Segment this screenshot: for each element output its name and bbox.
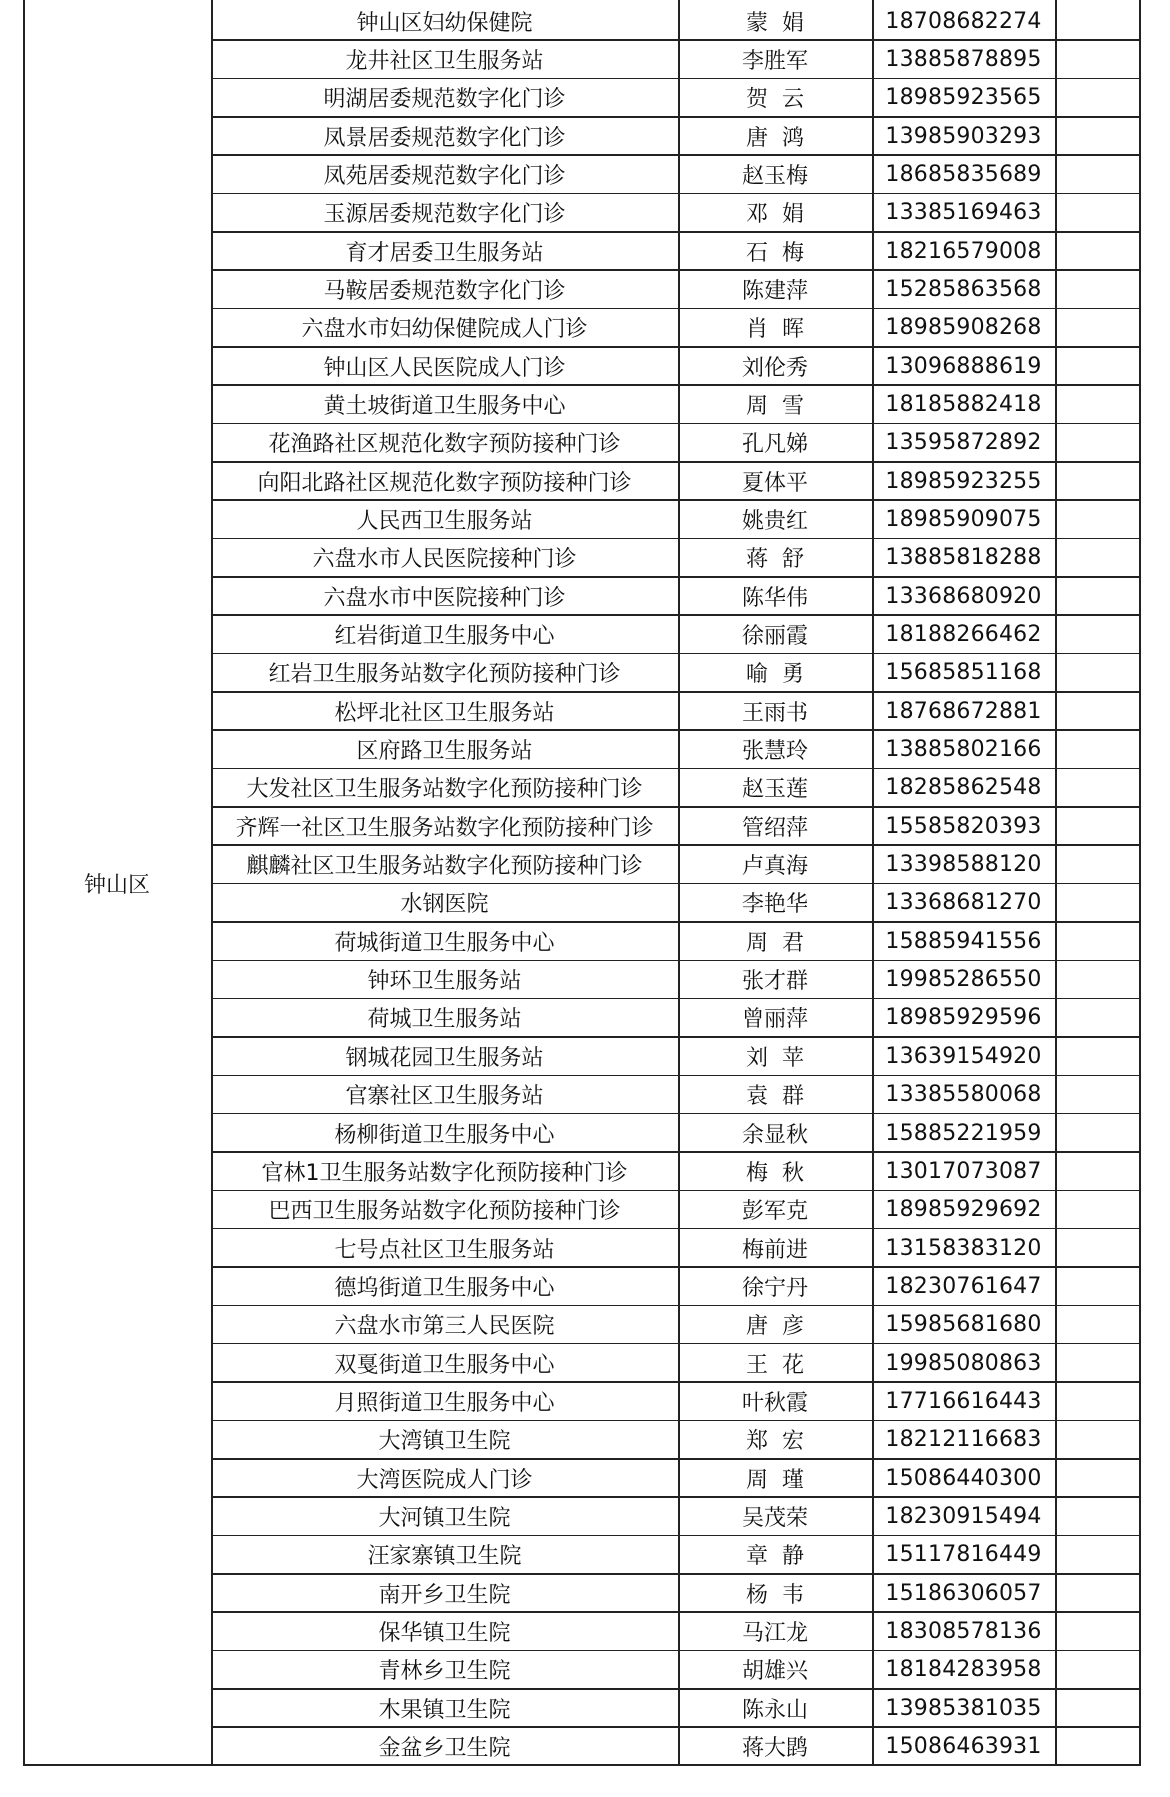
contact-person-cell: 赵玉莲 — [741, 777, 808, 803]
table-row — [211, 692, 1141, 730]
contact-person-cell: 吴茂荣 — [741, 1505, 808, 1531]
empty-cell — [1055, 1689, 1141, 1727]
phone-number-cell: 15885221959 — [885, 1120, 1042, 1146]
table-row — [211, 232, 1141, 270]
facility-name-cell: 钟环卫生服务站 — [367, 969, 522, 995]
facility-name-cell: 红岩街道卫生服务中心 — [334, 624, 555, 650]
empty-cell — [1055, 615, 1141, 653]
row-divider — [211, 384, 1141, 386]
table-row — [211, 654, 1141, 692]
contact-person-cell: 陈永山 — [741, 1697, 808, 1723]
contact-person-cell: 喻 勇 — [746, 662, 804, 688]
empty-cell — [1055, 79, 1141, 117]
empty-cell — [1055, 40, 1141, 78]
phone-number-cell: 18230915494 — [885, 1503, 1042, 1529]
phone-number-cell: 18985929692 — [885, 1197, 1042, 1223]
row-divider — [211, 1190, 1141, 1192]
phone-number-cell: 17716616443 — [885, 1388, 1042, 1414]
phone-number-cell: 15117816449 — [885, 1542, 1042, 1568]
contact-person-cell: 蒋 舒 — [746, 547, 804, 573]
table-row — [211, 577, 1141, 615]
contact-person-cell: 卢真海 — [741, 854, 808, 880]
row-divider — [211, 1726, 1141, 1728]
row-divider — [211, 1228, 1141, 1230]
row-divider — [211, 806, 1141, 808]
phone-number-cell: 18185882418 — [885, 392, 1042, 418]
table-row — [211, 1114, 1141, 1152]
table-row — [211, 40, 1141, 78]
facility-name-cell: 凤景居委规范数字化门诊 — [323, 125, 566, 151]
contact-person-cell: 郑 宏 — [746, 1429, 804, 1455]
facility-name-cell: 龙井社区卫生服务站 — [345, 48, 544, 74]
table-row — [211, 385, 1141, 423]
empty-cell — [1055, 577, 1141, 615]
empty-cell — [1055, 1382, 1141, 1420]
contact-person-cell: 唐 鸿 — [746, 125, 804, 151]
table-row — [211, 1306, 1141, 1344]
table-row — [211, 884, 1141, 922]
contact-person-cell: 袁 群 — [746, 1084, 804, 1110]
facility-name-cell: 七号点社区卫生服务站 — [334, 1237, 555, 1263]
empty-cell — [1055, 424, 1141, 462]
phone-number-cell: 13885818288 — [885, 545, 1042, 571]
phone-number-cell: 18985908268 — [885, 315, 1042, 341]
empty-cell — [1055, 500, 1141, 538]
facility-name-cell: 巴西卫生服务站数字化预防接种门诊 — [268, 1199, 621, 1225]
table-row — [211, 347, 1141, 385]
facility-name-cell: 保华镇卫生院 — [378, 1620, 511, 1646]
facility-name-cell: 麒麟社区卫生服务站数字化预防接种门诊 — [246, 854, 643, 880]
empty-cell — [1055, 385, 1141, 423]
contact-person-cell: 邓 娟 — [746, 202, 804, 228]
contact-person-cell: 周 瑾 — [746, 1467, 804, 1493]
phone-number-cell: 18768672881 — [885, 698, 1042, 724]
facility-name-cell: 松坪北社区卫生服务站 — [334, 700, 555, 726]
table-row — [211, 539, 1141, 577]
contact-person-cell: 姚贵红 — [741, 509, 808, 535]
table-row — [211, 807, 1141, 845]
empty-cell — [1055, 2, 1141, 40]
phone-number-cell: 18985923565 — [885, 85, 1042, 111]
facility-name-cell: 育才居委卫生服务站 — [345, 240, 544, 266]
contact-person-cell: 赵玉梅 — [741, 164, 808, 190]
contact-person-cell: 陈建萍 — [741, 279, 808, 305]
empty-cell — [1055, 1651, 1141, 1689]
empty-cell — [1055, 1037, 1141, 1075]
phone-number-cell: 18216579008 — [885, 238, 1042, 264]
row-divider — [211, 1573, 1141, 1575]
empty-cell — [1055, 654, 1141, 692]
phone-number-cell: 18212116683 — [885, 1427, 1042, 1453]
contact-person-cell: 章 静 — [746, 1544, 804, 1570]
empty-cell — [1055, 1229, 1141, 1267]
table-row — [211, 117, 1141, 155]
contact-person-cell: 蒋大鹍 — [741, 1735, 808, 1761]
contact-person-cell: 蒙 娟 — [746, 10, 804, 36]
row-divider — [211, 1343, 1141, 1345]
empty-cell — [1055, 1076, 1141, 1114]
phone-number-cell: 18308578136 — [885, 1618, 1042, 1644]
column-divider — [1139, 0, 1141, 1766]
phone-number-cell: 13398588120 — [885, 852, 1042, 878]
phone-number-cell: 18188266462 — [885, 622, 1042, 648]
phone-number-cell: 18985929596 — [885, 1005, 1042, 1031]
empty-cell — [1055, 232, 1141, 270]
row-divider — [211, 1420, 1141, 1422]
contact-person-cell: 陈华伟 — [741, 585, 808, 611]
phone-number-cell: 13985381035 — [885, 1695, 1042, 1721]
row-divider — [211, 346, 1141, 348]
empty-cell — [1055, 884, 1141, 922]
empty-cell — [1055, 922, 1141, 960]
contact-person-cell: 杨 韦 — [746, 1582, 804, 1608]
phone-number-cell: 13368680920 — [885, 583, 1042, 609]
table-row — [211, 1459, 1141, 1497]
contact-person-cell: 夏体平 — [741, 470, 808, 496]
row-divider — [211, 1266, 1141, 1268]
facility-name-cell: 官寨社区卫生服务站 — [345, 1084, 544, 1110]
facility-name-cell: 人民西卫生服务站 — [356, 509, 533, 535]
row-divider — [211, 423, 1141, 425]
table-row — [211, 155, 1141, 193]
row-divider — [211, 461, 1141, 463]
column-divider — [872, 0, 874, 1766]
phone-number-cell: 13158383120 — [885, 1235, 1042, 1261]
facility-name-cell: 汪家寨镇卫生院 — [367, 1544, 522, 1570]
phone-number-cell: 13368681270 — [885, 890, 1042, 916]
empty-cell — [1055, 1612, 1141, 1650]
phone-number-cell: 13985903293 — [885, 123, 1042, 149]
facility-name-cell: 凤苑居委规范数字化门诊 — [323, 164, 566, 190]
contact-person-cell: 王雨书 — [741, 700, 808, 726]
row-divider — [211, 1151, 1141, 1153]
row-divider — [211, 1611, 1141, 1613]
facility-name-cell: 六盘水市人民医院接种门诊 — [312, 547, 577, 573]
empty-cell — [1055, 1574, 1141, 1612]
table-row — [211, 961, 1141, 999]
contact-table — [23, 0, 1141, 1766]
contact-person-cell: 孔凡娣 — [741, 432, 808, 458]
row-divider — [211, 1650, 1141, 1652]
empty-cell — [1055, 462, 1141, 500]
facility-name-cell: 青林乡卫生院 — [378, 1659, 511, 1685]
table-row — [211, 1651, 1141, 1689]
facility-name-cell: 木果镇卫生院 — [378, 1697, 511, 1723]
empty-cell — [1055, 117, 1141, 155]
facility-name-cell: 杨柳街道卫生服务中心 — [334, 1122, 555, 1148]
table-row — [211, 1382, 1141, 1420]
table-row — [211, 194, 1141, 232]
facility-name-cell: 钟山区人民医院成人门诊 — [323, 355, 566, 381]
table-row — [211, 270, 1141, 308]
contact-person-cell: 梅 秋 — [746, 1160, 804, 1186]
row-divider — [211, 1458, 1141, 1460]
empty-cell — [1055, 999, 1141, 1037]
contact-person-cell: 彭军克 — [741, 1199, 808, 1225]
row-divider — [211, 576, 1141, 578]
row-divider — [211, 39, 1141, 41]
empty-cell — [1055, 1727, 1141, 1765]
table-row — [211, 424, 1141, 462]
row-divider — [211, 1535, 1141, 1537]
facility-name-cell: 大发社区卫生服务站数字化预防接种门诊 — [246, 777, 643, 803]
facility-name-cell: 钢城花园卫生服务站 — [345, 1045, 544, 1071]
phone-number-cell: 15285863568 — [885, 277, 1042, 303]
column-divider — [678, 0, 680, 1766]
table-row — [211, 1229, 1141, 1267]
table-row — [211, 1191, 1141, 1229]
empty-cell — [1055, 539, 1141, 577]
contact-person-cell: 肖 晖 — [746, 317, 804, 343]
row-divider — [211, 1381, 1141, 1383]
facility-name-cell: 六盘水市中医院接种门诊 — [323, 585, 566, 611]
facility-name-cell: 金盆乡卫生院 — [378, 1735, 511, 1761]
facility-name-cell: 马鞍居委规范数字化门诊 — [323, 279, 566, 305]
contact-person-cell: 徐丽霞 — [741, 624, 808, 650]
contact-person-cell: 马江龙 — [741, 1620, 808, 1646]
facility-name-cell: 双戛街道卫生服务中心 — [334, 1352, 555, 1378]
empty-cell — [1055, 1536, 1141, 1574]
facility-name-cell: 荷城街道卫生服务中心 — [334, 930, 555, 956]
table-row — [211, 1344, 1141, 1382]
phone-number-cell: 18184283958 — [885, 1657, 1042, 1683]
empty-cell — [1055, 309, 1141, 347]
table-row — [211, 922, 1141, 960]
table-row — [211, 1076, 1141, 1114]
row-divider — [211, 1036, 1141, 1038]
table-row — [211, 1267, 1141, 1305]
phone-number-cell: 18985923255 — [885, 468, 1042, 494]
column-divider — [211, 0, 213, 1766]
row-divider — [211, 1113, 1141, 1115]
empty-cell — [1055, 692, 1141, 730]
contact-person-cell: 余显秋 — [741, 1122, 808, 1148]
empty-cell — [1055, 730, 1141, 768]
phone-number-cell: 13639154920 — [885, 1043, 1042, 1069]
phone-number-cell: 13385580068 — [885, 1082, 1042, 1108]
contact-person-cell: 周 君 — [746, 930, 804, 956]
table-row — [211, 1574, 1141, 1612]
facility-name-cell: 花渔路社区规范化数字预防接种门诊 — [268, 432, 621, 458]
empty-cell — [1055, 1459, 1141, 1497]
empty-cell — [1055, 1344, 1141, 1382]
empty-cell — [1055, 961, 1141, 999]
column-divider — [23, 0, 25, 1766]
empty-cell — [1055, 845, 1141, 883]
phone-number-cell: 13385169463 — [885, 200, 1042, 226]
table-row — [211, 730, 1141, 768]
facility-name-cell: 月照街道卫生服务中心 — [334, 1390, 555, 1416]
phone-number-cell: 13096888619 — [885, 353, 1042, 379]
row-divider — [211, 1305, 1141, 1307]
facility-name-cell: 大河镇卫生院 — [378, 1505, 511, 1531]
row-divider — [211, 768, 1141, 770]
row-divider — [211, 1075, 1141, 1077]
facility-name-cell: 区府路卫生服务站 — [356, 739, 533, 765]
contact-person-cell: 贺 云 — [746, 87, 804, 113]
contact-person-cell: 李艳华 — [741, 892, 808, 918]
empty-cell — [1055, 155, 1141, 193]
facility-name-cell: 玉源居委规范数字化门诊 — [323, 202, 566, 228]
contact-person-cell: 梅前进 — [741, 1237, 808, 1263]
facility-name-cell: 向阳北路社区规范化数字预防接种门诊 — [257, 470, 632, 496]
column-divider — [1055, 0, 1057, 1766]
row-divider — [211, 960, 1141, 962]
empty-cell — [1055, 769, 1141, 807]
phone-number-cell: 15985681680 — [885, 1312, 1042, 1338]
contact-person-cell: 胡雄兴 — [741, 1659, 808, 1685]
facility-name-cell: 黄土坡街道卫生服务中心 — [323, 394, 566, 420]
phone-number-cell: 13595872892 — [885, 430, 1042, 456]
facility-name-cell: 德坞街道卫生服务中心 — [334, 1275, 555, 1301]
contact-person-cell: 曾丽萍 — [741, 1007, 808, 1033]
facility-name-cell: 南开乡卫生院 — [378, 1582, 511, 1608]
empty-cell — [1055, 194, 1141, 232]
empty-cell — [1055, 807, 1141, 845]
contact-person-cell: 张才群 — [741, 969, 808, 995]
empty-cell — [1055, 1306, 1141, 1344]
row-divider — [211, 193, 1141, 195]
row-divider — [211, 78, 1141, 80]
phone-number-cell: 18685835689 — [885, 162, 1042, 188]
table-row — [211, 1037, 1141, 1075]
empty-cell — [1055, 1152, 1141, 1190]
empty-cell — [1055, 347, 1141, 385]
empty-cell — [1055, 1421, 1141, 1459]
row-divider — [211, 614, 1141, 616]
phone-number-cell: 19985080863 — [885, 1350, 1042, 1376]
phone-number-cell: 18285862548 — [885, 775, 1042, 801]
table-row — [211, 79, 1141, 117]
phone-number-cell: 13017073087 — [885, 1158, 1042, 1184]
empty-cell — [1055, 1191, 1141, 1229]
contact-person-cell: 刘伦秀 — [741, 355, 808, 381]
phone-number-cell: 18985909075 — [885, 507, 1042, 533]
facility-name-cell: 六盘水市妇幼保健院成人门诊 — [301, 317, 588, 343]
facility-name-cell: 明湖居委规范数字化门诊 — [323, 87, 566, 113]
row-divider — [211, 154, 1141, 156]
phone-number-cell: 15585820393 — [885, 813, 1042, 839]
contact-person-cell: 管绍萍 — [741, 815, 808, 841]
facility-name-cell: 大湾镇卫生院 — [378, 1429, 511, 1455]
table-row — [211, 1612, 1141, 1650]
empty-cell — [1055, 1497, 1141, 1535]
phone-number-cell: 13885802166 — [885, 737, 1042, 763]
table-row — [211, 1421, 1141, 1459]
contact-person-cell: 周 雪 — [746, 394, 804, 420]
facility-name-cell: 六盘水市第三人民医院 — [334, 1314, 555, 1340]
facility-name-cell: 大湾医院成人门诊 — [356, 1467, 533, 1493]
table-row — [211, 1727, 1141, 1765]
row-divider — [211, 308, 1141, 310]
row-divider — [211, 998, 1141, 1000]
facility-name-cell: 钟山区妇幼保健院 — [356, 10, 533, 36]
phone-number-cell: 18230761647 — [885, 1273, 1042, 1299]
empty-cell — [1055, 1267, 1141, 1305]
table-row — [211, 1497, 1141, 1535]
table-row — [211, 999, 1141, 1037]
phone-number-cell: 13885878895 — [885, 46, 1042, 72]
facility-name-cell: 红岩卫生服务站数字化预防接种门诊 — [268, 662, 621, 688]
phone-number-cell: 15086440300 — [885, 1465, 1042, 1491]
row-divider — [211, 883, 1141, 885]
row-divider — [211, 499, 1141, 501]
empty-cell — [1055, 270, 1141, 308]
contact-person-cell: 刘 苹 — [746, 1045, 804, 1071]
facility-name-cell: 官林1卫生服务站数字化预防接种门诊 — [261, 1160, 628, 1186]
row-divider — [211, 729, 1141, 731]
district-cell: 钟山区 — [83, 872, 150, 898]
facility-name-cell: 水钢医院 — [400, 892, 489, 918]
facility-name-cell: 齐辉一社区卫生服务站数字化预防接种门诊 — [235, 815, 654, 841]
row-divider — [211, 691, 1141, 693]
facility-name-cell: 荷城卫生服务站 — [367, 1007, 522, 1033]
phone-number-cell: 18708682274 — [885, 8, 1042, 34]
empty-cell — [1055, 1114, 1141, 1152]
phone-number-cell: 15186306057 — [885, 1580, 1042, 1606]
contact-person-cell: 张慧玲 — [741, 739, 808, 765]
row-divider — [211, 653, 1141, 655]
phone-number-cell: 15685851168 — [885, 660, 1042, 686]
row-divider — [211, 269, 1141, 271]
phone-number-cell: 15885941556 — [885, 928, 1042, 954]
table-row — [211, 462, 1141, 500]
row-divider — [211, 1688, 1141, 1690]
table-row — [211, 769, 1141, 807]
table-row — [211, 845, 1141, 883]
row-divider — [211, 921, 1141, 923]
row-divider — [211, 231, 1141, 233]
phone-number-cell: 19985286550 — [885, 967, 1042, 993]
phone-number-cell: 15086463931 — [885, 1733, 1042, 1759]
row-divider — [211, 116, 1141, 118]
contact-person-cell: 唐 彦 — [746, 1314, 804, 1340]
table-row — [211, 615, 1141, 653]
table-row — [211, 309, 1141, 347]
contact-person-cell: 叶秋霞 — [741, 1390, 808, 1416]
table-row — [211, 500, 1141, 538]
row-divider — [211, 844, 1141, 846]
table-row — [211, 1536, 1141, 1574]
contact-person-cell: 徐宁丹 — [741, 1275, 808, 1301]
row-divider — [211, 1496, 1141, 1498]
contact-person-cell: 李胜军 — [741, 48, 808, 74]
table-row — [211, 2, 1141, 40]
row-divider — [211, 538, 1141, 540]
table-row — [211, 1689, 1141, 1727]
table-bottom-border — [23, 1764, 1141, 1766]
contact-person-cell: 石 梅 — [746, 240, 804, 266]
table-row — [211, 1152, 1141, 1190]
contact-person-cell: 王 花 — [746, 1352, 804, 1378]
